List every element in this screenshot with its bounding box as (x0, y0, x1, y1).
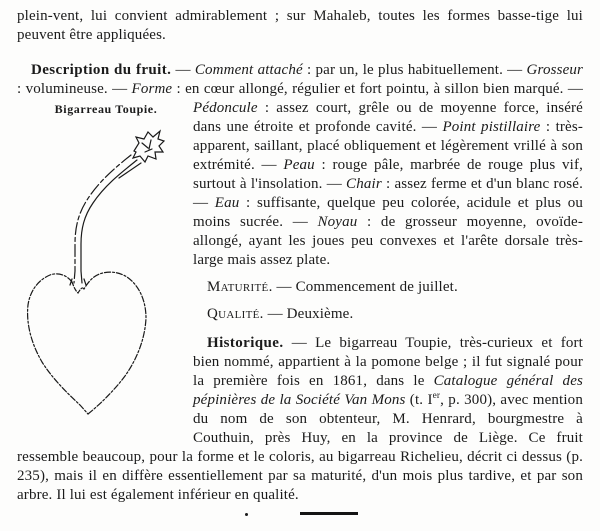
maturity-line: Maturité. — Commencement de juillet. (207, 279, 458, 295)
quality-line: Qualité. — Deuxième. (207, 306, 354, 322)
opening-paragraph: plein-vent, lui convient admirablement ; sur Mahaleb, toutes les formes basse-tige lui peuvent être appliquées. (17, 8, 583, 43)
fruit-outline-right (84, 272, 146, 414)
cherry-illustration (18, 119, 180, 419)
divider-rule (300, 512, 358, 515)
description-paragraph (17, 61, 583, 270)
stem-spur-detail (142, 140, 152, 152)
fruit-cavity (72, 282, 84, 293)
divider-dot (245, 513, 248, 516)
description-text-after-figure: à sillon bien marqué. — Pédoncule : assez court, grêle ou de moyenne force, inséré dans une étroite et profonde cavité. — Point pistillaire : très-apparent, saillant, placé obliquement et légèrement vrillé à son extrémité. — Peau : rouge pâle, marbrée de rouge plus vif, surtout à l'insolation. — Chair : assez ferme et d'un blanc rosé. — Eau : suffisante, quelque peu colorée, acidule et plus ou moins sucrée. — Noyau : de grosseur moyenne, ovoïde-allongé, ayant les joues peu convexes et l'arête dorsale très-large mais assez plate. (193, 81, 584, 268)
fruit-figure (17, 101, 181, 441)
stem-right-line (81, 160, 137, 283)
section-divider (17, 508, 583, 518)
historique-paragraph: Historique. — Le bigarreau Toupie, très-curieux et fort bien nommé, appartient à la pomone belge ; il fut signalé pour la première fois en 1861, dans le Catalogue général des pépinières de la Société Van Mons (t. Ier, p. 300), avec mention du nom de son obtenteur, M. Henrard, bourgmestre à Couthuin, près Huy, en la province de Liège. Ce fruit ressemble beaucoup, pour la forme et le coloris, au bigarreau Richelieu, décrit ci dessus (p. 235), mais il en diffère essentiellement par sa maturité, d'un mois plus tardive, et par son arbre. Il lui est également inférieur en qualité. (17, 335, 583, 503)
fruit-outline-left (28, 274, 88, 414)
description-text-before-figure: Description du fruit. — Comment attaché : par un, le plus habituellement. — Grosseur : volumineuse. — Forme : en cœur allongé, régulier et fort pointu, (17, 62, 584, 97)
stem-spur-outline (133, 131, 164, 162)
figure-caption: Bigarreau Toupie. (54, 102, 158, 116)
stem-left-line (74, 155, 131, 283)
